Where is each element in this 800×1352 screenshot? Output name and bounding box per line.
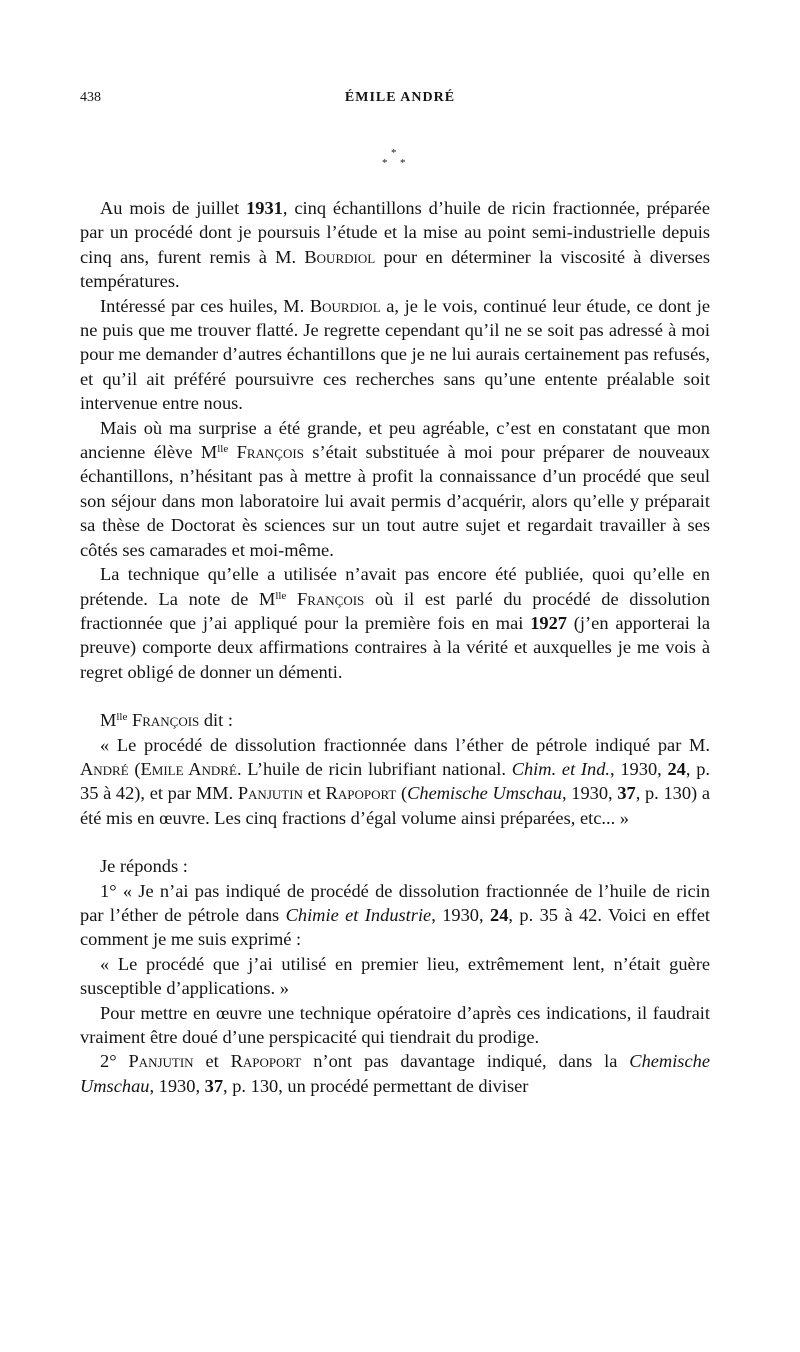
self-quotation	[80, 952, 710, 1001]
text-span: pour en déterminer la viscosité à diverses températures.	[80, 246, 710, 292]
text-span: (	[396, 783, 408, 804]
text-span: « Le procédé que j’ai utilisé en premier lieu, extrêmement lent, n’était guère susceptible d’applications. »	[80, 953, 710, 999]
text-span: , p. 130, un procédé permettant de diviser	[223, 1075, 529, 1096]
reply-point-2	[80, 1049, 710, 1098]
text-span: , 1930,	[610, 758, 668, 779]
text-span: , 1930,	[149, 1075, 205, 1096]
quote-intro	[80, 708, 710, 732]
asterism-star-icon: *	[391, 147, 397, 159]
person-name: Emile André	[140, 758, 237, 779]
text-span: Pour mettre en œuvre une technique opératoire d’après ces indications, il faudrait vraiment être doué d’une perspicacité qui tiendrait du prodige.	[80, 1002, 710, 1047]
year: 1931	[246, 198, 283, 218]
paragraph-4	[80, 562, 710, 684]
text-span: , 1930,	[431, 904, 490, 925]
paragraph-1	[80, 196, 710, 294]
person-name: Bourdiol	[304, 246, 376, 267]
journal-title: Chim. et Ind.	[511, 758, 611, 779]
paragraph-3	[80, 416, 710, 562]
person-name: Panjutin	[237, 783, 303, 804]
person-name: Panjutin	[128, 1051, 194, 1072]
text-span: n’ont pas davantage indiqué, dans la	[301, 1051, 630, 1072]
person-name: François	[236, 442, 304, 463]
text-span: M	[100, 710, 117, 731]
text-span: « Le procédé de dissolution fractionnée dans l’éther de pétrole indiqué par M.	[100, 734, 710, 755]
person-name: André	[80, 758, 129, 779]
running-head: ÉMILE ANDRÉ	[344, 90, 456, 105]
journal-title: Chemische Umschau	[80, 1051, 710, 1096]
person-name: Rapoport	[325, 783, 397, 804]
asterism-star-icon: *	[382, 157, 388, 169]
text-span: Mais où ma surprise a été grande, et peu agréable, c’est en constatant que mon ancienne élève M	[80, 417, 710, 463]
text-span: La technique qu’elle a utilisée n’avait pas encore été publiée, quoi qu’elle en prétende. La note de M	[80, 564, 710, 609]
text-span: 1° « Je n’ai pas indiqué de procédé de dissolution fractionnée de l’huile de ricin par l’éther de pétrole dans	[80, 880, 710, 925]
text-span: a, je le vois, continué leur étude, ce dont je ne puis que me trouver flatté. Je regrette cependant qu’il ne se soit pas adressé à moi pour me demander d’autres échantillons que je ne lui aurais certainement pas refusés, et qu’il ait préféré poursuivre ces recherches sans qu’une entente préalable soit intervenue entre nous.	[80, 295, 710, 414]
person-name: Bourdiol	[309, 295, 381, 316]
volume-number: 37	[204, 1075, 224, 1096]
text-span: Intéressé par ces huiles, M.	[100, 295, 310, 316]
paragraph-2	[80, 294, 710, 416]
text-span: et	[302, 783, 326, 804]
volume-number: 24	[667, 758, 686, 779]
person-name: François	[296, 588, 365, 609]
text-span: (j’en apporterai la preuve) comporte deux affirmations contraires à la vérité et auxquelles je me vois à regret obligé de donner un démenti.	[80, 612, 710, 682]
paragraph-comment	[80, 1001, 710, 1050]
text-span: où il est parlé du procédé de dissolution fractionnée que j’ai appliqué pour la première fois en mai	[80, 588, 711, 633]
text-span: et	[193, 1051, 231, 1072]
title-superscript: lle	[116, 711, 128, 724]
body-text	[80, 196, 710, 1098]
reply-heading	[80, 854, 710, 878]
title-superscript: lle	[217, 443, 229, 456]
text-span: (	[128, 758, 141, 779]
text-span: Je réponds :	[100, 856, 188, 877]
text-span: . L’huile de ricin lubrifiant national.	[236, 758, 512, 779]
quotation	[80, 733, 710, 831]
text-span: , cinq échantillons d’huile de ricin fractionnée, préparée par un procédé dont je poursuis l’étude et la mise au point semi-industrielle depuis cinq ans, furent remis à M.	[80, 198, 710, 267]
volume-number: 24	[490, 904, 509, 925]
person-name: François	[131, 710, 200, 731]
asterism	[377, 148, 417, 178]
text-span: , p. 130) a été mis en œuvre. Les cinq fractions d’égal volume ainsi préparées, etc... »	[80, 783, 711, 828]
text-span: , p. 35 à 42. Voici en effet comment je me suis exprimé :	[80, 904, 710, 950]
volume-number: 37	[617, 783, 636, 804]
asterism-star-icon: *	[400, 157, 406, 169]
page-number: 438	[80, 90, 101, 105]
text-span: Au mois de juillet	[100, 198, 247, 218]
year: 1927	[530, 612, 567, 633]
text-span: s’était substituée à moi pour préparer de nouveaux échantillons, n’hésitant pas à mettre à profit la connaissance d’un procédé que seul son séjour dans mon laboratoire lui avait permis d’acquérir, alors qu’elle y préparait sa thèse de Doctorat ès sciences sur un tout autre sujet et regardait travailler à ses côtés ses camarades et moi-même.	[80, 442, 710, 560]
text-span: dit :	[199, 710, 233, 731]
paragraph-gap	[80, 830, 710, 854]
text-span: , 1930,	[561, 783, 618, 804]
reply-point-1	[80, 879, 710, 952]
journal-title: Chimie et Industrie	[285, 904, 432, 925]
journal-title: Chemische Umschau	[407, 783, 562, 804]
title-superscript: lle	[275, 589, 287, 602]
paragraph-gap	[80, 684, 710, 708]
text-span: , p. 35 à 42), et par MM.	[80, 758, 710, 804]
text-span: 2°	[100, 1051, 129, 1072]
person-name: Rapoport	[230, 1051, 302, 1072]
